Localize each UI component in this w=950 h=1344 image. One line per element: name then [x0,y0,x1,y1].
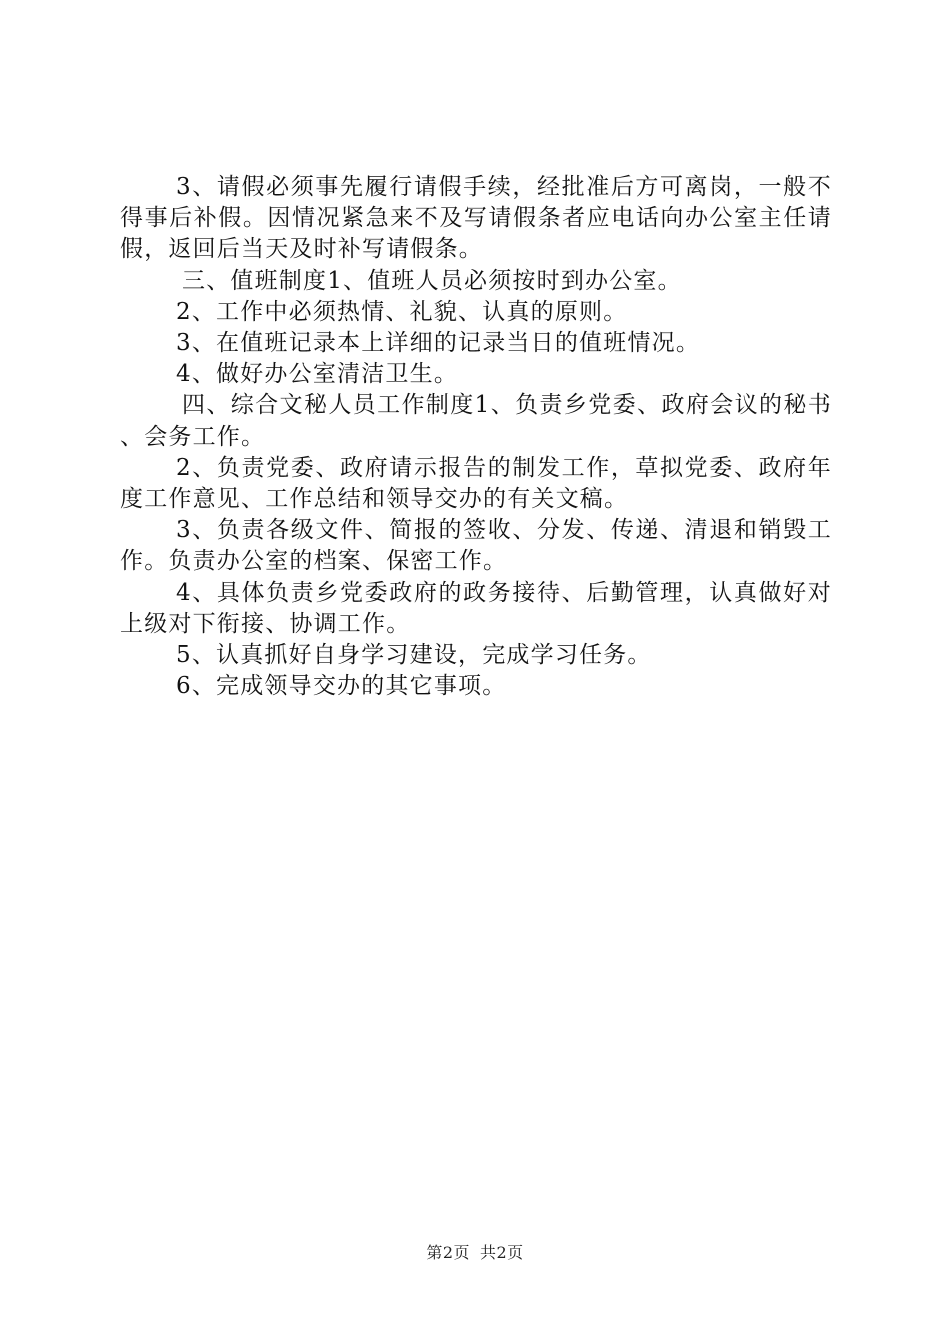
paragraph-secretary-system-heading: 四、综合文秘人员工作制度1、负责乡党委、政府会议的秘书、会务工作。 [120,392,832,450]
paragraph-duty-item-3: 3、在值班记录本上详细的记录当日的值班情况。 [176,330,701,357]
page-number-current: 第2页 [426,1243,470,1262]
paragraph-duty-system-heading: 三、值班制度1、值班人员必须按时到办公室。 [182,267,682,294]
paragraph-leave-procedure: 3、请假必须事先履行请假手续，经批准后方可离岗，一般不得事后补假。因情况紧急来不及写请假条者应电话向办公室主任请假，返回后当天及时补写请假条。 [120,174,832,263]
paragraph-duty-item-2: 2、工作中必须热情、礼貌、认真的原则。 [176,298,628,325]
paragraph-secretary-item-4: 4、具体负责乡党委政府的政务接待、后勤管理，认真做好对上级对下衔接、协调工作。 [120,579,832,637]
page-footer [0,1243,950,1263]
document-body [120,172,832,702]
paragraph-secretary-item-3: 3、负责各级文件、简报的签收、分发、传递、清退和销毁工作。负责办公室的档案、保密工作。 [120,517,832,575]
page-number-total: 共2页 [480,1243,524,1262]
paragraph-duty-item-4: 4、做好办公室清洁卫生。 [176,361,459,388]
paragraph-secretary-item-5: 5、认真抓好自身学习建设，完成学习任务。 [176,642,652,669]
paragraph-secretary-item-6: 6、完成领导交办的其它事项。 [176,673,507,700]
paragraph-secretary-item-2: 2、负责党委、政府请示报告的制发工作，草拟党委、政府年度工作意见、工作总结和领导交办的有关文稿。 [120,454,832,513]
